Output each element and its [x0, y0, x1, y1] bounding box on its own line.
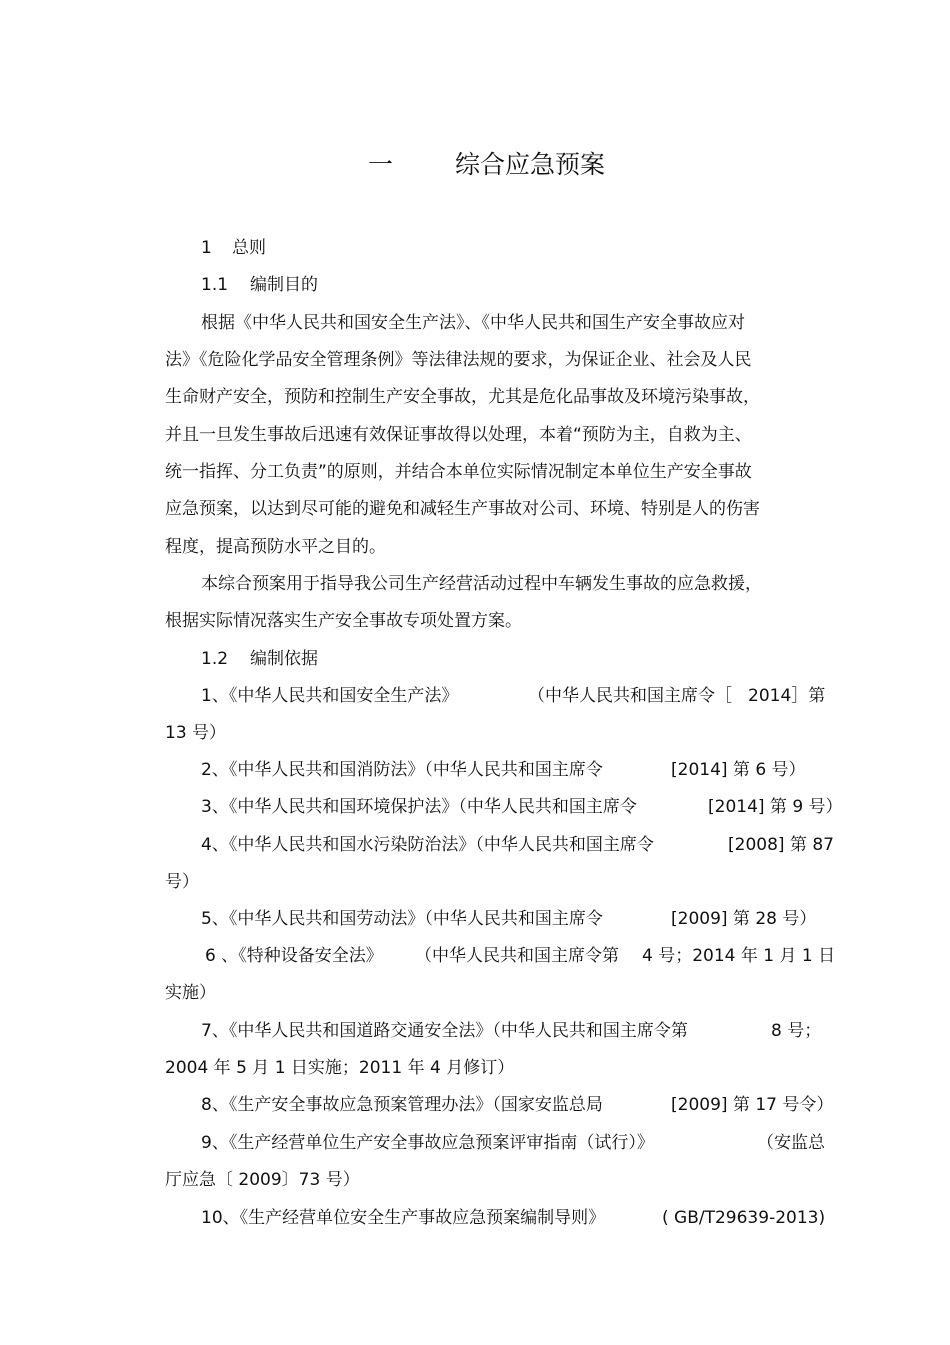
purpose-line: 并且一旦发生事故后迅速有效保证事故得以处理，本着“预防为主，自救为主、 [165, 425, 752, 445]
purpose-line: 法》《危险化学品安全管理条例》等法律法规的要求，为保证企业、社会及人民 [165, 350, 752, 370]
purpose-line: 生命财产安全，预防和控制生产安全事故，尤其是危化品事故及环境污染事故， [165, 387, 760, 407]
chapter-number: 一 [368, 150, 394, 179]
basis-item-1-cont: 13 号） [165, 723, 227, 743]
scope-line: 根据实际情况落实生产安全事故专项处置方案。 [165, 611, 522, 631]
basis-item-8-ref: [2009] 第 17 号令） [671, 1095, 834, 1115]
basis-item-3-name: 3、《中华人民共和国环境保护法》（中华人民共和国主席令 [201, 797, 637, 817]
basis-item-6-issuer: （中华人民共和国主席令第 [415, 946, 619, 966]
purpose-line: 统一指挥、分工负责”的原则，并结合本单位实际情况制定本单位生产安全事故 [165, 462, 752, 482]
basis-item-1-issuer: （中华人民共和国主席令［ [528, 686, 732, 706]
basis-item-8-name: 8、《生产安全事故应急预案管理办法》（国家安监总局 [201, 1095, 603, 1115]
section-1-2-number: 1.2 [201, 649, 229, 669]
basis-item-2-ref: [2014] 第 6 号） [671, 760, 806, 780]
basis-item-3-ref: [2014] 第 9 号） [708, 797, 843, 817]
basis-item-9-name: 9、《生产经营单位生产安全事故应急预案评审指南（试行）》 [201, 1133, 654, 1153]
basis-item-6-name: 6 、《特种设备安全法》 [205, 946, 383, 966]
basis-item-4-cont: 号） [165, 872, 199, 892]
basis-item-5-name: 5、《中华人民共和国劳动法》（中华人民共和国主席令 [201, 909, 603, 929]
purpose-line: 应急预案，以达到尽可能的避免和减轻生产事故对公司、环境、特别是人的伤害 [165, 499, 760, 519]
basis-item-5-ref: [2009] 第 28 号） [671, 909, 817, 929]
basis-item-7-name: 7、《中华人民共和国道路交通安全法》（中华人民共和国主席令第 [201, 1021, 688, 1041]
basis-item-4-name: 4、《中华人民共和国水污染防治法》（中华人民共和国主席令 [201, 835, 654, 855]
basis-item-10-ref: ( GB/T29639-2013) [662, 1208, 826, 1228]
basis-item-4-ref: [2008] 第 87 [728, 835, 834, 855]
basis-item-10-name: 10、《生产经营单位安全生产事故应急预案编制导则》 [201, 1208, 606, 1228]
section-1-title: 总则 [232, 238, 266, 258]
basis-item-6-ref: 4 号；2014 年 1 月 1 日 [642, 946, 836, 966]
chapter-title: 综合应急预案 [455, 150, 606, 179]
section-1-1-number: 1.1 [201, 275, 229, 295]
section-1-2-title: 编制依据 [250, 649, 318, 669]
section-1-number: 1 [201, 238, 212, 258]
basis-item-9-issuer: （安监总 [757, 1133, 825, 1153]
scope-line: 本综合预案用于指导我公司生产经营活动过程中车辆发生事故的应急救援， [201, 574, 762, 594]
basis-item-2-name: 2、《中华人民共和国消防法》（中华人民共和国主席令 [201, 760, 603, 780]
purpose-line: 根据《中华人民共和国安全生产法》、《中华人民共和国生产安全事故应对 [201, 313, 745, 333]
basis-item-1-year: 2014］第 [748, 686, 826, 706]
basis-item-1-name: 1、《中华人民共和国安全生产法》 [201, 686, 459, 706]
basis-item-7-ref: 8 号； [771, 1021, 822, 1041]
page-title [0, 148, 950, 182]
basis-item-6-cont: 实施） [165, 983, 216, 1003]
section-1-1-title: 编制目的 [250, 275, 318, 295]
basis-item-9-cont: 厅应急〔 2009〕73 号） [165, 1170, 360, 1190]
purpose-line: 程度，提高预防水平之目的。 [165, 537, 386, 557]
basis-item-7-cont: 2004 年 5 月 1 日实施；2011 年 4 月修订） [165, 1058, 515, 1078]
